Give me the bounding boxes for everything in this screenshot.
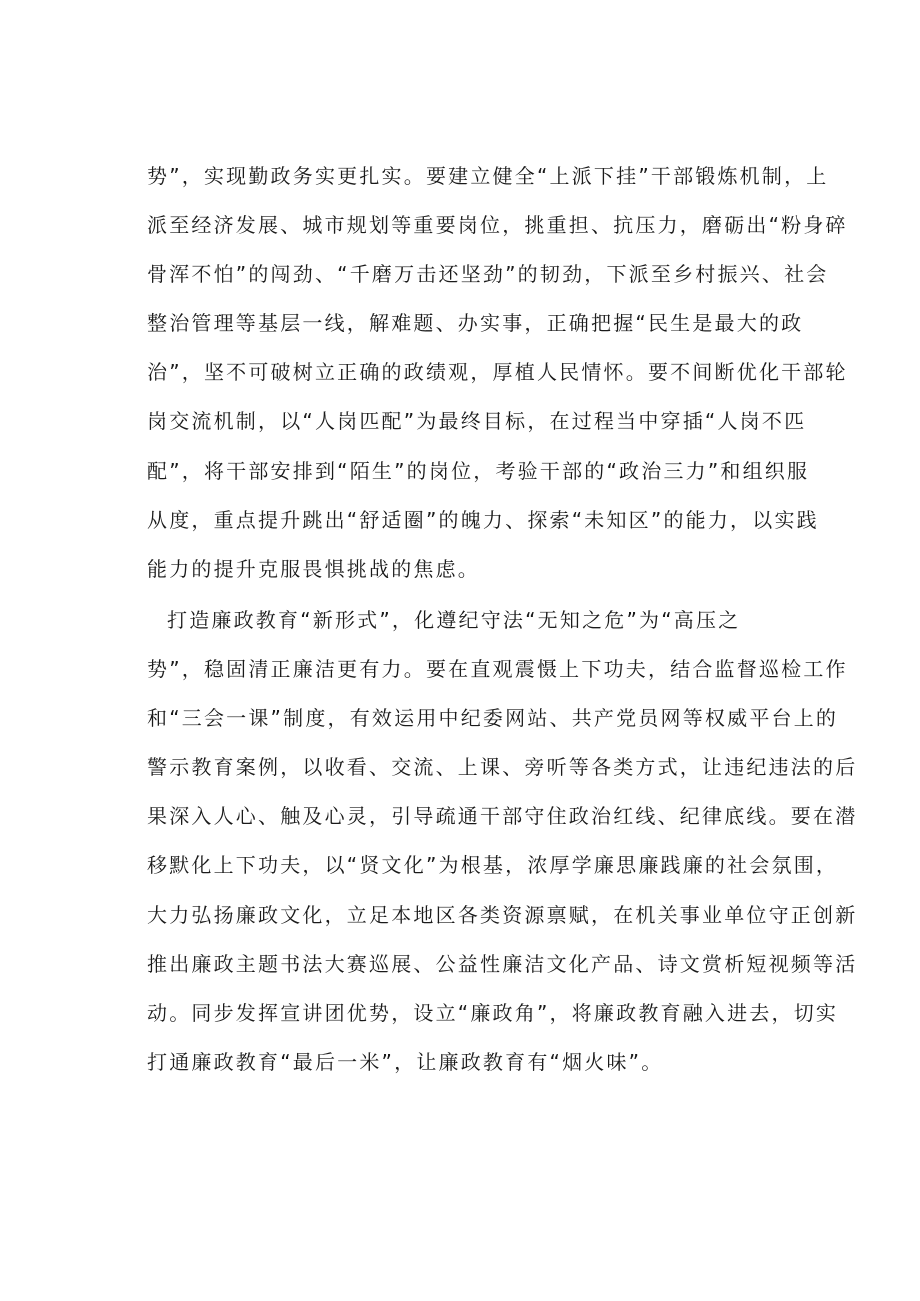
paragraph-line: 移默化上下功夫，以“贤文化”为根基，浓厚学廉思廉践廉的社会氛围，	[147, 853, 839, 878]
paragraph-1	[147, 152, 848, 594]
paragraph-line: 势”，实现勤政务实更扎实。要建立健全“上派下挂”干部锻炼机制，上	[147, 164, 829, 188]
paragraph-line: 岗交流机制，以“人岗匹配”为最终目标，在过程当中穿插“人岗不匹	[147, 409, 807, 434]
paragraph-line: 大力弘扬廉政文化，立足本地区各类资源禀赋，在机关事业单位守正创新	[147, 902, 858, 927]
paragraph-line: 从度，重点提升跳出“舒适圈”的魄力、探索“未知区”的能力，以实践	[147, 507, 819, 532]
paragraph-2	[147, 596, 858, 1087]
paragraph-line: 打造廉政教育“新形式”，化遵纪守法“无知之危”为“高压之	[167, 608, 741, 632]
paragraph-line: 动。同步发挥宣讲团优势，设立“廉政角”，将廉政教育融入进去，切实	[147, 1000, 839, 1025]
paragraph-line: 和“三会一课”制度，有效运用中纪委网站、共产党员网等权威平台上的	[147, 706, 839, 731]
paragraph-line: 治”，坚不可破树立正确的政绩观，厚植人民情怀。要不间断优化干部轮	[147, 360, 848, 385]
paragraph-line: 势”，稳固清正廉洁更有力。要在直观震慑上下功夫，结合监督巡检工作	[147, 657, 848, 682]
paragraph-line: 配”，将干部安排到“陌生”的岗位，考验干部的“政治三力”和组织服	[147, 458, 810, 483]
paragraph-line: 打通廉政教育“最后一米”，让廉政教育有“烟火味”。	[147, 1049, 664, 1074]
paragraph-line: 果深入人心、触及心灵，引导疏通干部守住政治红线、纪律底线。要在潜	[147, 804, 858, 829]
paragraph-line: 警示教育案例，以收看、交流、上课、旁听等各类方式，让违纪违法的后	[147, 755, 858, 780]
paragraph-line: 能力的提升克服畏惧挑战的焦虑。	[147, 556, 480, 581]
paragraph-line: 骨浑不怕”的闯劲、“千磨万击还坚劲”的韧劲，下派至乡村振兴、社会	[147, 262, 829, 287]
paragraph-line: 推出廉政主题书法大赛巡展、公益性廉洁文化产品、诗文赏析短视频等活	[147, 951, 858, 976]
paragraph-line: 整治管理等基层一线，解难题、办实事，正确把握“民生是最大的政	[147, 311, 804, 336]
paragraph-line: 派至经济发展、城市规划等重要岗位，挑重担、抗压力，磨砺出“粉身碎	[147, 213, 848, 238]
